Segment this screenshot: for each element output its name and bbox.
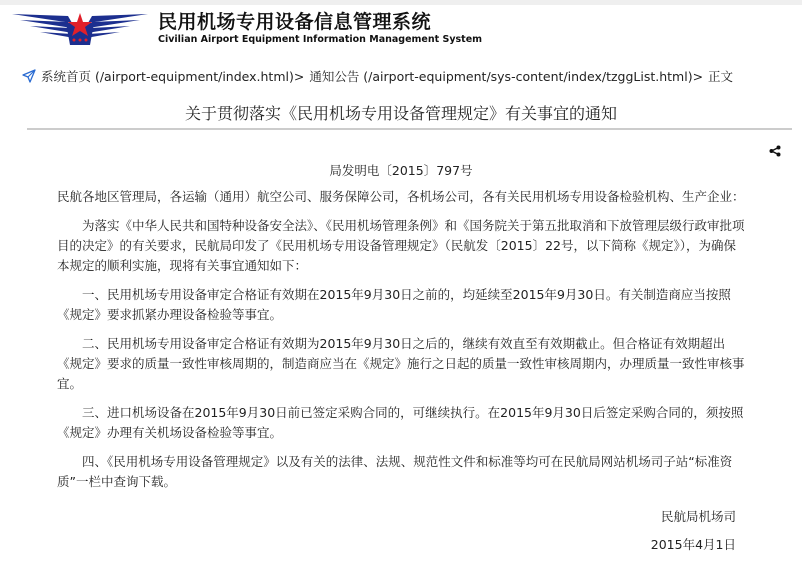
breadcrumb-current: 正文 — [708, 69, 734, 84]
document-number: 局发明电〔2015〕797号 — [329, 163, 473, 178]
intro-paragraph: 为落实《中华人民共和国特种设备安全法》、《民用机场管理条例》和《国务院关于第五批取消和下放管理层级行政审批项目的决定》的有关要求，民航局印发了《民用机场专用设备管理规定》（民航发〔2015〕22号，以下简称《规定》），为确保本规定的顺利实施，现将有关事宜通知如下： — [57, 218, 745, 273]
brand — [158, 11, 482, 46]
system-title-cn: 民用机场专用设备信息管理系统 — [158, 10, 432, 33]
publish-date: 2015年4月1日 — [650, 537, 736, 552]
caac-logo-icon[interactable] — [10, 7, 150, 49]
signature: 民航局机场司 — [660, 509, 736, 524]
item-4-paragraph: 四、《民用机场专用设备管理规定》以及有关的法律、法规、规范性文件和标准等均可在民航局网站机场司子站“标准资质”一栏中查询下载。 — [57, 454, 733, 489]
breadcrumb-home-link[interactable]: 系统首页 (/airport-equipment/index.html)> — [41, 69, 305, 84]
article-title: 关于贯彻落实《民用机场专用设备管理规定》有关事宜的通知 — [184, 104, 617, 123]
item-3-paragraph: 三、进口机场设备在2015年9月30日前已签定采购合同的，可继续执行。在2015年9月30日后签定采购合同的，须按照《规定》办理有关机场设备检验等事宜。 — [57, 405, 744, 440]
share-icon[interactable] — [769, 145, 781, 157]
site-header — [10, 6, 482, 50]
send-arrow-icon — [22, 69, 36, 83]
item-2-paragraph: 二、民用机场专用设备审定合格证有效期为2015年9月30日之后的，继续有效直至有效期截止。但合格证有效期超出《规定》要求的质量一致性审核周期的，制造商应当在《规定》施行之日起的质量一致性审核周期内，办理质量一致性审核事宜。 — [57, 336, 745, 391]
addressee-paragraph: 民航各地区管理局，各运输（通用）航空公司、服务保障公司，各机场公司，各有关民用机场专用设备检验机构、生产企业： — [57, 189, 745, 204]
item-1-paragraph: 一、民用机场专用设备审定合格证有效期在2015年9月30日之前的，均延续至2015年9月30日。有关制造商应当按照《规定》要求抓紧办理设备检验等事宜。 — [57, 287, 731, 322]
top-band — [0, 0, 802, 5]
breadcrumb — [22, 67, 733, 85]
title-divider — [27, 128, 792, 130]
system-title-en: Civilian Airport Equipment Information Management System — [158, 33, 483, 45]
breadcrumb-notices-link[interactable]: 通知公告 (/airport-equipment/sys-content/index/tzggList.html)> — [309, 69, 704, 84]
article-body — [57, 187, 747, 501]
